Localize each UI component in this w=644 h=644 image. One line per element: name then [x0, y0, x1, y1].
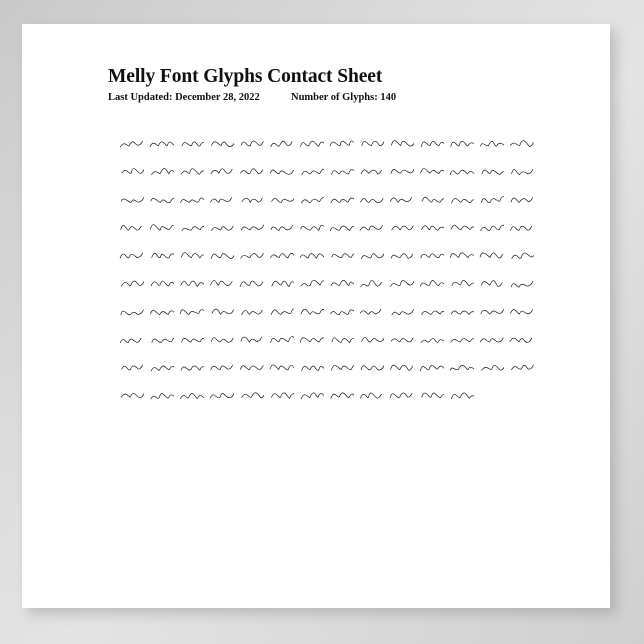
- glyph-stroke-icon: [328, 160, 354, 180]
- glyph-stroke-icon: [478, 216, 504, 236]
- glyph-cell: [236, 296, 266, 324]
- glyph-cell: [416, 156, 446, 184]
- glyph-cell: [146, 184, 176, 212]
- glyph-cell: [176, 184, 206, 212]
- glyph-cell: [146, 380, 176, 408]
- glyph-stroke-icon: [178, 132, 204, 152]
- glyph-stroke-icon: [448, 188, 474, 208]
- glyph-stroke-icon: [298, 328, 324, 348]
- glyph-stroke-icon: [388, 188, 414, 208]
- glyph-stroke-icon: [298, 300, 324, 320]
- glyph-cell: [446, 324, 476, 352]
- glyph-stroke-icon: [148, 384, 174, 404]
- glyph-cell: [116, 296, 146, 324]
- glyph-stroke-icon: [388, 216, 414, 236]
- glyph-cell: [446, 296, 476, 324]
- glyph-stroke-icon: [208, 188, 234, 208]
- glyph-cell: [476, 268, 506, 296]
- glyph-stroke-icon: [478, 300, 504, 320]
- glyph-cell: [386, 156, 416, 184]
- glyph-stroke-icon: [298, 272, 324, 292]
- glyph-row: [116, 128, 536, 156]
- glyph-cell: [326, 296, 356, 324]
- glyph-cell: [506, 156, 536, 184]
- glyph-stroke-icon: [238, 160, 264, 180]
- glyph-cell: [266, 296, 296, 324]
- glyph-cell: [146, 128, 176, 156]
- glyph-cell: [356, 268, 386, 296]
- glyph-stroke-icon: [358, 160, 384, 180]
- glyph-stroke-icon: [508, 188, 534, 208]
- glyph-cell: [236, 352, 266, 380]
- glyph-cell: [296, 184, 326, 212]
- glyph-stroke-icon: [448, 160, 474, 180]
- glyph-stroke-icon: [418, 244, 444, 264]
- glyph-stroke-icon: [148, 300, 174, 320]
- glyph-stroke-icon: [238, 188, 264, 208]
- glyph-cell: [326, 156, 356, 184]
- glyph-cell: [416, 128, 446, 156]
- glyph-cell: [386, 268, 416, 296]
- glyph-stroke-icon: [508, 160, 534, 180]
- glyph-cell: [296, 380, 326, 408]
- glyph-cell: [236, 156, 266, 184]
- glyph-stroke-icon: [328, 272, 354, 292]
- glyph-stroke-icon: [418, 188, 444, 208]
- glyph-stroke-icon: [268, 244, 294, 264]
- glyph-stroke-icon: [148, 132, 174, 152]
- glyph-cell: [446, 352, 476, 380]
- glyph-stroke-icon: [478, 356, 504, 376]
- glyph-stroke-icon: [178, 384, 204, 404]
- glyph-stroke-icon: [148, 328, 174, 348]
- glyph-cell: [476, 156, 506, 184]
- glyph-cell: [326, 240, 356, 268]
- glyph-cell: [506, 296, 536, 324]
- glyph-stroke-icon: [508, 132, 534, 152]
- glyph-cell: [506, 212, 536, 240]
- glyph-cell: [386, 128, 416, 156]
- glyph-cell: [296, 268, 326, 296]
- glyph-stroke-icon: [448, 132, 474, 152]
- glyph-cell: [356, 324, 386, 352]
- glyph-stroke-icon: [238, 132, 264, 152]
- glyph-stroke-icon: [418, 328, 444, 348]
- glyph-cell: [266, 184, 296, 212]
- glyph-cell: [176, 156, 206, 184]
- glyph-stroke-icon: [238, 216, 264, 236]
- glyph-cell: [206, 380, 236, 408]
- glyph-stroke-icon: [118, 132, 144, 152]
- glyph-stroke-icon: [268, 328, 294, 348]
- glyph-cell: [386, 380, 416, 408]
- glyph-stroke-icon: [418, 384, 444, 404]
- glyph-stroke-icon: [208, 356, 234, 376]
- glyph-stroke-icon: [358, 328, 384, 348]
- last-updated-label: Last Updated: December 28, 2022: [108, 92, 260, 103]
- glyph-row: [116, 212, 536, 240]
- glyph-stroke-icon: [148, 244, 174, 264]
- glyph-cell: [116, 212, 146, 240]
- glyph-stroke-icon: [508, 328, 534, 348]
- glyph-cell: [206, 128, 236, 156]
- glyph-stroke-icon: [118, 160, 144, 180]
- glyph-stroke-icon: [388, 132, 414, 152]
- glyph-cell: [296, 156, 326, 184]
- glyph-cell: [236, 324, 266, 352]
- glyph-cell: [176, 240, 206, 268]
- glyph-cell: [416, 268, 446, 296]
- glyph-cell: [386, 212, 416, 240]
- glyph-stroke-icon: [118, 300, 144, 320]
- glyph-stroke-icon: [418, 216, 444, 236]
- glyph-cell: [506, 184, 536, 212]
- glyph-stroke-icon: [208, 244, 234, 264]
- glyph-stroke-icon: [358, 272, 384, 292]
- glyph-row: [116, 184, 536, 212]
- glyph-cell: [386, 240, 416, 268]
- glyph-cell: [296, 324, 326, 352]
- glyph-cell: [416, 352, 446, 380]
- glyph-stroke-icon: [238, 300, 264, 320]
- glyph-cell: [176, 128, 206, 156]
- glyph-stroke-icon: [118, 188, 144, 208]
- glyph-stroke-icon: [418, 272, 444, 292]
- glyph-stroke-icon: [478, 244, 504, 264]
- glyph-stroke-icon: [508, 300, 534, 320]
- glyph-stroke-icon: [328, 132, 354, 152]
- glyph-cell: [416, 212, 446, 240]
- glyph-cell: [296, 212, 326, 240]
- glyph-cell: [146, 352, 176, 380]
- glyph-stroke-icon: [298, 384, 324, 404]
- glyph-cell: [146, 268, 176, 296]
- glyph-stroke-icon: [268, 300, 294, 320]
- glyph-cell: [206, 156, 236, 184]
- glyph-stroke-icon: [208, 384, 234, 404]
- glyph-row: [116, 296, 536, 324]
- glyph-stroke-icon: [508, 356, 534, 376]
- glyph-cell: [446, 268, 476, 296]
- glyph-cell: [266, 128, 296, 156]
- glyph-cell: [356, 128, 386, 156]
- glyph-cell: [416, 240, 446, 268]
- glyph-stroke-icon: [118, 384, 144, 404]
- glyph-stroke-icon: [358, 188, 384, 208]
- glyph-cell: [116, 240, 146, 268]
- glyph-cell: [266, 212, 296, 240]
- glyph-cell: [236, 380, 266, 408]
- glyph-stroke-icon: [418, 356, 444, 376]
- glyph-stroke-icon: [328, 300, 354, 320]
- glyph-stroke-icon: [328, 188, 354, 208]
- glyph-cell: [326, 212, 356, 240]
- glyph-cell: [116, 352, 146, 380]
- glyph-stroke-icon: [478, 188, 504, 208]
- glyph-cell: [446, 212, 476, 240]
- glyph-cell: [266, 268, 296, 296]
- glyph-cell: [206, 240, 236, 268]
- glyph-cell: [146, 156, 176, 184]
- glyph-stroke-icon: [358, 132, 384, 152]
- glyph-cell: [116, 156, 146, 184]
- contact-sheet: [66, 36, 566, 608]
- glyph-cell: [446, 380, 476, 408]
- glyph-stroke-icon: [448, 300, 474, 320]
- glyph-stroke-icon: [298, 216, 324, 236]
- glyph-row: [116, 352, 536, 380]
- glyph-cell: [266, 156, 296, 184]
- glyph-cell: [146, 240, 176, 268]
- glyph-stroke-icon: [178, 328, 204, 348]
- glyph-cell: [356, 184, 386, 212]
- glyph-stroke-icon: [448, 328, 474, 348]
- glyph-stroke-icon: [178, 216, 204, 236]
- glyph-stroke-icon: [208, 272, 234, 292]
- glyph-cell: [506, 128, 536, 156]
- glyph-stroke-icon: [118, 272, 144, 292]
- glyph-cell: [296, 296, 326, 324]
- glyph-stroke-icon: [298, 160, 324, 180]
- glyph-cell: [266, 380, 296, 408]
- glyph-cell: [176, 296, 206, 324]
- glyph-cell: [236, 240, 266, 268]
- glyph-cell: [206, 184, 236, 212]
- glyph-cell: [506, 352, 536, 380]
- glyph-stroke-icon: [418, 300, 444, 320]
- glyph-cell: [206, 268, 236, 296]
- glyph-stroke-icon: [268, 188, 294, 208]
- glyph-cell: [206, 296, 236, 324]
- glyph-stroke-icon: [118, 244, 144, 264]
- glyph-cell: [356, 352, 386, 380]
- glyph-stroke-icon: [508, 216, 534, 236]
- page-title: Melly Font Glyphs Contact Sheet: [108, 66, 383, 87]
- glyph-cell: [266, 324, 296, 352]
- glyph-cell: [206, 212, 236, 240]
- glyph-stroke-icon: [208, 160, 234, 180]
- glyph-cell: [506, 268, 536, 296]
- glyph-stroke-icon: [508, 272, 534, 292]
- glyph-cell: [146, 212, 176, 240]
- glyph-cell: [356, 240, 386, 268]
- glyph-cell: [146, 324, 176, 352]
- glyph-stroke-icon: [448, 356, 474, 376]
- glyph-cell: [416, 380, 446, 408]
- glyph-cell: [356, 156, 386, 184]
- glyph-stroke-icon: [388, 384, 414, 404]
- poster: [22, 24, 610, 608]
- glyph-cell: [266, 240, 296, 268]
- glyph-cell: [116, 268, 146, 296]
- glyph-stroke-icon: [238, 328, 264, 348]
- glyph-cell: [296, 240, 326, 268]
- glyph-stroke-icon: [208, 328, 234, 348]
- glyph-cell: [176, 380, 206, 408]
- glyph-stroke-icon: [298, 356, 324, 376]
- sheet-metadata: [108, 92, 396, 103]
- glyph-stroke-icon: [328, 244, 354, 264]
- glyph-stroke-icon: [238, 384, 264, 404]
- glyph-cell: [326, 128, 356, 156]
- glyph-stroke-icon: [268, 384, 294, 404]
- glyph-cell: [416, 324, 446, 352]
- glyph-cell: [296, 352, 326, 380]
- glyph-cell: [236, 268, 266, 296]
- glyph-stroke-icon: [388, 300, 414, 320]
- glyph-cell: [386, 324, 416, 352]
- glyph-cell: [326, 324, 356, 352]
- glyph-stroke-icon: [118, 328, 144, 348]
- glyph-cell: [446, 156, 476, 184]
- glyph-cell: [326, 352, 356, 380]
- glyph-row: [116, 240, 536, 268]
- glyph-row: [116, 324, 536, 352]
- glyph-stroke-icon: [418, 160, 444, 180]
- glyph-cell: [476, 324, 506, 352]
- glyph-cell: [236, 212, 266, 240]
- glyph-stroke-icon: [118, 216, 144, 236]
- glyph-cell: [356, 212, 386, 240]
- glyph-stroke-icon: [178, 188, 204, 208]
- glyph-grid: [116, 128, 536, 408]
- glyph-stroke-icon: [388, 272, 414, 292]
- glyph-stroke-icon: [178, 244, 204, 264]
- glyph-cell: [446, 240, 476, 268]
- glyph-stroke-icon: [118, 356, 144, 376]
- glyph-cell: [296, 128, 326, 156]
- glyph-stroke-icon: [328, 356, 354, 376]
- glyph-stroke-icon: [328, 328, 354, 348]
- glyph-cell: [506, 324, 536, 352]
- glyph-stroke-icon: [238, 244, 264, 264]
- glyph-cell: [146, 296, 176, 324]
- glyph-stroke-icon: [208, 132, 234, 152]
- glyph-stroke-icon: [328, 216, 354, 236]
- glyph-stroke-icon: [448, 244, 474, 264]
- glyph-stroke-icon: [238, 356, 264, 376]
- glyph-stroke-icon: [388, 356, 414, 376]
- glyph-stroke-icon: [298, 244, 324, 264]
- glyph-stroke-icon: [238, 272, 264, 292]
- glyph-stroke-icon: [418, 132, 444, 152]
- glyph-stroke-icon: [148, 160, 174, 180]
- glyph-stroke-icon: [478, 328, 504, 348]
- glyph-stroke-icon: [148, 356, 174, 376]
- glyph-cell: [266, 352, 296, 380]
- glyph-cell: [386, 352, 416, 380]
- glyph-cell: [236, 128, 266, 156]
- glyph-stroke-icon: [178, 356, 204, 376]
- glyph-cell: [476, 184, 506, 212]
- glyph-cell: [476, 128, 506, 156]
- glyph-cell: [476, 212, 506, 240]
- glyph-stroke-icon: [268, 356, 294, 376]
- glyph-stroke-icon: [148, 216, 174, 236]
- glyph-cell: [116, 184, 146, 212]
- glyph-stroke-icon: [478, 160, 504, 180]
- glyph-cell: [386, 296, 416, 324]
- glyph-count-label: Number of Glyphs: 140: [291, 92, 397, 103]
- glyph-cell: [476, 240, 506, 268]
- glyph-cell: [326, 380, 356, 408]
- glyph-cell: [116, 380, 146, 408]
- glyph-stroke-icon: [388, 328, 414, 348]
- glyph-stroke-icon: [448, 272, 474, 292]
- glyph-stroke-icon: [478, 272, 504, 292]
- glyph-cell: [476, 296, 506, 324]
- glyph-stroke-icon: [448, 384, 474, 404]
- glyph-stroke-icon: [298, 188, 324, 208]
- glyph-cell: [176, 212, 206, 240]
- glyph-cell: [206, 324, 236, 352]
- glyph-cell: [476, 352, 506, 380]
- glyph-cell: [206, 352, 236, 380]
- glyph-stroke-icon: [358, 300, 384, 320]
- glyph-stroke-icon: [208, 216, 234, 236]
- glyph-stroke-icon: [268, 132, 294, 152]
- glyph-cell: [326, 184, 356, 212]
- glyph-stroke-icon: [208, 300, 234, 320]
- glyph-cell: [176, 352, 206, 380]
- glyph-stroke-icon: [268, 216, 294, 236]
- glyph-cell: [416, 296, 446, 324]
- glyph-cell: [446, 184, 476, 212]
- glyph-stroke-icon: [178, 160, 204, 180]
- glyph-stroke-icon: [178, 272, 204, 292]
- glyph-stroke-icon: [358, 384, 384, 404]
- glyph-stroke-icon: [388, 244, 414, 264]
- glyph-stroke-icon: [388, 160, 414, 180]
- glyph-cell: [236, 184, 266, 212]
- glyph-stroke-icon: [448, 216, 474, 236]
- glyph-cell: [176, 324, 206, 352]
- glyph-stroke-icon: [148, 188, 174, 208]
- glyph-stroke-icon: [268, 272, 294, 292]
- glyph-cell: [356, 296, 386, 324]
- glyph-stroke-icon: [358, 216, 384, 236]
- glyph-row: [116, 156, 536, 184]
- glyph-cell: [416, 184, 446, 212]
- glyph-cell: [176, 268, 206, 296]
- glyph-cell: [506, 240, 536, 268]
- glyph-stroke-icon: [298, 132, 324, 152]
- glyph-row: [116, 380, 536, 408]
- glyph-row: [116, 268, 536, 296]
- glyph-stroke-icon: [358, 244, 384, 264]
- glyph-cell: [326, 268, 356, 296]
- glyph-stroke-icon: [268, 160, 294, 180]
- glyph-stroke-icon: [178, 300, 204, 320]
- glyph-cell: [386, 184, 416, 212]
- glyph-stroke-icon: [148, 272, 174, 292]
- glyph-stroke-icon: [508, 244, 534, 264]
- glyph-cell: [446, 128, 476, 156]
- glyph-stroke-icon: [328, 384, 354, 404]
- glyph-stroke-icon: [358, 356, 384, 376]
- glyph-cell: [116, 128, 146, 156]
- glyph-cell: [356, 380, 386, 408]
- glyph-cell: [116, 324, 146, 352]
- glyph-stroke-icon: [478, 132, 504, 152]
